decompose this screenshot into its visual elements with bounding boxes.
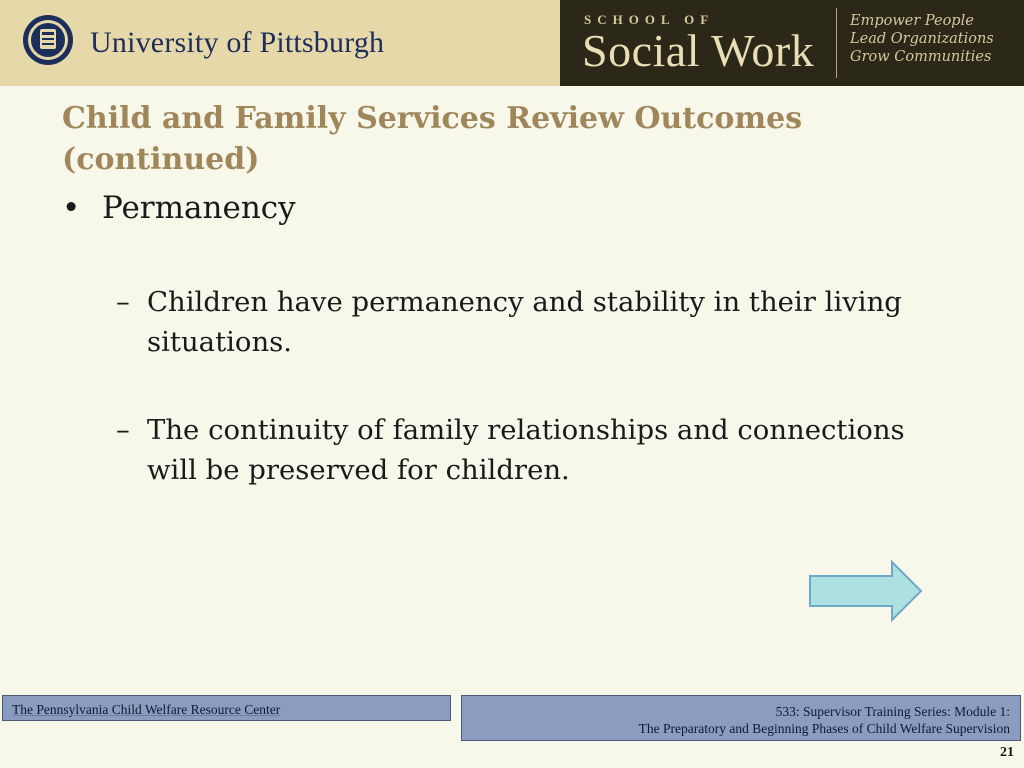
- slide-title-line: (continued): [62, 142, 260, 177]
- school-of-label: SCHOOL OF: [584, 12, 715, 27]
- sub-bullet-item: [116, 410, 956, 490]
- header-divider: [836, 8, 837, 78]
- dash-marker: –: [116, 286, 130, 318]
- school-tagline: [850, 12, 994, 66]
- sub-bullet-line: The continuity of family relationships and connections: [147, 414, 905, 446]
- footer-course-line: 533: Supervisor Training Series: Module 1:: [775, 704, 1010, 719]
- tagline-line: Grow Communities: [850, 49, 992, 65]
- tagline-line: Lead Organizations: [850, 31, 994, 47]
- school-name: Social Work: [582, 25, 815, 76]
- university-name: University of Pittsburgh: [90, 26, 385, 59]
- university-seal-icon: [22, 14, 74, 66]
- slide-title: [62, 98, 962, 180]
- next-slide-arrow-icon[interactable]: [808, 560, 924, 622]
- sub-bullet-line: will be preserved for children.: [147, 454, 570, 486]
- sub-bullet-item: [116, 282, 956, 362]
- tagline-line: Empower People: [850, 13, 974, 29]
- slide-title-line: Child and Family Services Review Outcomes: [62, 101, 803, 136]
- bullet-item: [62, 190, 296, 226]
- footer-course-line: The Preparatory and Beginning Phases of Child Welfare Supervision: [638, 721, 1010, 736]
- sub-bullet-line: Children have permanency and stability in their living: [147, 286, 902, 318]
- page-number: 21: [1000, 745, 1014, 760]
- dash-marker: –: [116, 414, 130, 446]
- bullet-text: Permanency: [102, 190, 296, 226]
- sub-bullet-line: situations.: [147, 326, 293, 358]
- header-banner: [0, 0, 1024, 86]
- bullet-marker: •: [62, 190, 81, 226]
- footer-course-box: [461, 695, 1021, 741]
- footer-organization-box: [2, 695, 451, 721]
- footer-organization: The Pennsylvania Child Welfare Resource Center: [12, 702, 281, 717]
